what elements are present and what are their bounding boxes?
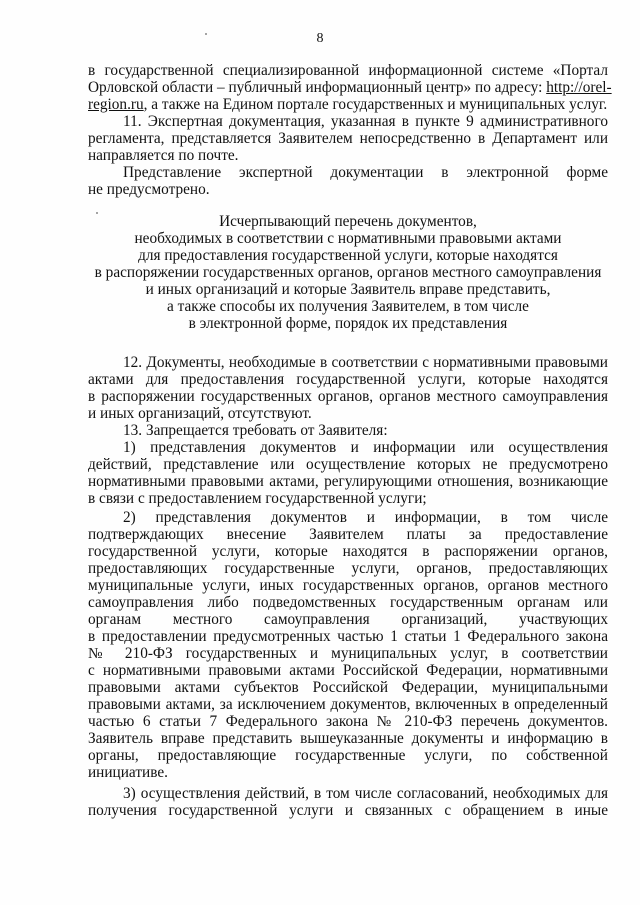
list-item-line: № 210-ФЗ государственных и муниципальных услуг, в соответствии [88, 645, 608, 662]
text-line [88, 96, 607, 113]
section-heading: а также способы их получения Заявителем, в том числе [167, 298, 529, 315]
list-item-line: 2) представления документов и информации, в том числе [123, 509, 608, 526]
list-item-line: подтверждающих внесение Заявителем платы за предоставление [88, 526, 608, 543]
list-item-line: предоставляющих государственные услуги, органов, предоставляющих [88, 560, 608, 577]
list-item-line: получения государственной услуги и связанных с обращением в иные [88, 802, 608, 819]
text-line: 12. Документы, необходимые в соответствии с нормативными правовыми [123, 354, 608, 371]
section-heading: в электронной форме, порядок их представления [188, 315, 508, 332]
text-line: регламента, представляется Заявителем непосредственно в Департамент или [88, 130, 608, 147]
list-item-line: органы, предоставляющие государственные услуги, по собственной [88, 747, 608, 764]
section-heading: в распоряжении государственных органов, органов местного самоуправления [94, 264, 602, 281]
list-item-line: частью 6 статьи 7 Федерального закона № 210-ФЗ перечень документов. [88, 713, 608, 730]
text-line: актами для предоставления государственной услуги, которые находятся [88, 371, 608, 388]
section-heading: необходимых в соответствии с нормативными правовыми актами [134, 230, 562, 247]
list-item-line: государственной услуги, которые находятся в распоряжении органов, [88, 543, 608, 560]
text-line: и иных организаций, отсутствуют. [88, 405, 312, 422]
text-line: в государственной специализированной информационной системе «Портал [88, 62, 608, 79]
portal-link[interactable]: http://orel- [546, 79, 612, 96]
list-item-line: самоуправления либо подведомственных государственным органам или [88, 594, 608, 611]
text-line: 11. Экспертная документация, указанная в пункте 9 административного [123, 113, 608, 130]
list-item-line: 3) осуществления действий, в том числе согласований, необходимых для [123, 785, 608, 802]
list-item-line: органам местного самоуправления организаций, участвующих [88, 611, 608, 628]
text-span: , а также на Едином портале государственных и муниципальных услуг. [143, 96, 608, 113]
text-line: 13. Запрещается требовать от Заявителя: [123, 422, 388, 439]
text-line: не предусмотрено. [88, 181, 210, 198]
section-heading: и иных организаций и которые Заявитель вправе представить, [145, 281, 551, 298]
text-line: в распоряжении государственных органов, органов местного самоуправления [88, 388, 608, 405]
scan-speck [96, 212, 98, 214]
text-line: Представление экспертной документации в электронной форме [123, 164, 608, 181]
list-item-line: 1) представления документов и информации или осуществления [123, 439, 608, 456]
list-item-line: с нормативными правовыми актами Российской Федерации, нормативными [88, 662, 608, 679]
list-item-line: муниципальные услуги, иных государственных органов, органов местного [88, 577, 608, 594]
portal-link[interactable]: region.ru [88, 96, 144, 113]
list-item-line: действий, представление или осуществление которых не предусмотрено [88, 456, 608, 473]
list-item-line: инициативе. [88, 764, 168, 781]
text-line: направляется по почте. [88, 147, 239, 164]
list-item-line: нормативными правовыми актами, регулирующими отношения, возникающие [88, 473, 608, 490]
section-heading: Исчерпывающий перечень документов, [219, 213, 477, 230]
list-item-line: в связи с предоставлением государственной услуги; [88, 490, 427, 507]
section-heading: для предоставления государственной услуги, которые находятся [138, 247, 558, 264]
text-span: Орловской области – публичный информационный центр» по адресу: [88, 79, 547, 96]
list-item-line: правовыми актами субъектов Российской Федерации, муниципальными [88, 679, 608, 696]
text-line [88, 79, 612, 96]
scan-speck [205, 33, 207, 35]
list-item-line: Заявитель вправе представить вышеуказанные документы и информацию в [88, 730, 608, 747]
page-number: 8 [316, 31, 324, 46]
list-item-line: правовыми актами, за исключением документов, включенных в определенный [88, 696, 608, 713]
list-item-line: в предоставлении предусмотренных частью 1 статьи 1 Федерального закона [88, 628, 608, 645]
